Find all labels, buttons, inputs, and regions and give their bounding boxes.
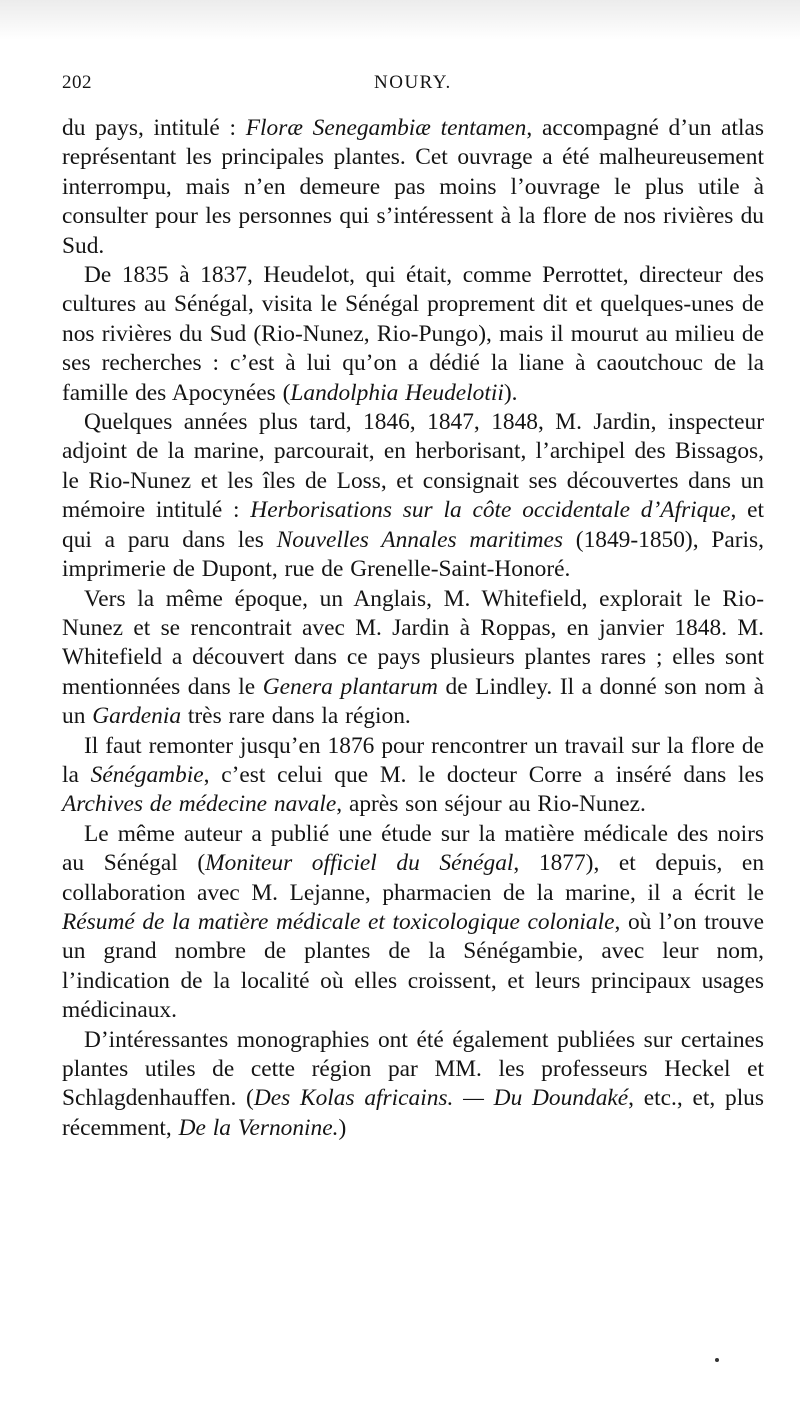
ink-speck (715, 1358, 719, 1362)
paragraph-4: Vers la même époque, un Anglais, M. Whitefield, explorait le Rio-Nunez et se rencontrait avec M. Jardin à Roppas, en janvier 1848. M. Whitefield a découvert dans ce pays plusieurs plantes rares ; elles sont mentionnées dans le Genera plantarum de Lindley. Il a donné son nom à un Gardenia très rare dans la région. (62, 585, 764, 730)
running-head: NOURY. (374, 72, 452, 93)
paragraph-6: Le même auteur a publié une étude sur la matière médicale des noirs au Sénégal (Moniteur officiel du Sénégal, 1877), et depuis, en collaboration avec M. Lejanne, pharmacien de la marine, il a écrit le Résumé de la matière médicale et toxicologique coloniale, où l’on trouve un grand nombre de plantes de la Sénégambie, avec leur nom, l’indication de la localité où elles croissent, et leurs principaux usages médicinaux. (62, 820, 765, 1024)
paragraph-2: De 1835 à 1837, Heudelot, qui était, comme Perrottet, directeur des cultures au Sénégal, visita le Sénégal proprement dit et quelques-unes de nos rivières du Sud (Rio-Nunez, Rio-Pungo), mais il mourut au milieu de ses recherches : c’est à lui qu’on a dédié la liane à caoutchouc de la famille des Apocynées (Landolphia Heudelotii). (62, 262, 764, 406)
page-header (62, 72, 762, 100)
paragraph-5: Il faut remonter jusqu’en 1876 pour rencontrer un travail sur la flore de la Sénégambie, c’est celui que M. le docteur Corre a inséré dans les Archives de médecine navale, après son séjour au Rio-Nunez. (62, 732, 764, 818)
scan-edge-shading (0, 0, 800, 40)
body-text (62, 114, 764, 1143)
paragraph-3: Quelques années plus tard, 1846, 1847, 1848, M. Jardin, inspecteur adjoint de la marine, parcourait, en herborisant, l’archipel des Bissagos, le Rio-Nunez et les îles de Loss, et consignait ses découvertes dans un mémoire intitulé : Herborisations sur la côte occidentale d’Afrique, et qui a paru dans les Nouvelles Annales maritimes (1849-1850), Paris, imprimerie de Dupont, rue de Grenelle-Saint-Honoré. (62, 409, 764, 583)
paragraph-7: D’intéressantes monographies ont été également publiées sur certaines plantes utiles de cette région par MM. les professeurs Heckel et Schlagdenhauffen. (Des Kolas africains. — Du Doundaké, etc., et, plus récemment, De la Vernonine.) (62, 1026, 764, 1141)
paragraph-1: du pays, intitulé : Floræ Senegambiæ tentamen, accompagné d’un atlas représentant les principales plantes. Cet ouvrage a été malheureusement interrompu, mais n’en demeure pas moins l’ouvrage le plus utile à consulter pour les personnes qui s’intéressent à la flore de nos rivières du Sud. (62, 115, 765, 259)
page-number: 202 (62, 72, 92, 93)
